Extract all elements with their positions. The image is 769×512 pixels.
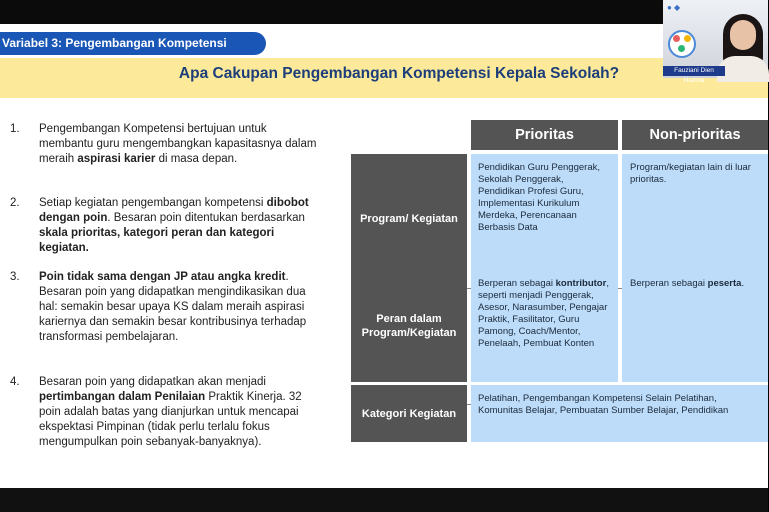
- cell-program-prioritas: [471, 154, 618, 284]
- text-run: Pengembangan Kompetensi bertujuan untuk membantu guru mengembangkan kapasitasnya dalam meraih: [39, 123, 317, 165]
- participant-video[interactable]: [663, 0, 768, 84]
- row-label-program: Program/ Kegiatan: [351, 154, 467, 284]
- list-number: 1.: [10, 123, 20, 135]
- bold-text: pertimbangan dalam Penilaian: [39, 391, 206, 403]
- cell-peran-prioritas: [471, 270, 618, 382]
- bold-text: peserta: [707, 278, 742, 289]
- person-face: [730, 20, 756, 50]
- text-run: .: [741, 278, 745, 289]
- text-run: Pendidikan Guru Penggerak, Sekolah Penggerak, Pendidikan Profesi Guru, Implementasi Kurikulum Merdeka, Perencanaan Berbasis Data: [478, 162, 600, 233]
- top-bar: [0, 0, 768, 24]
- list-item: [10, 375, 320, 450]
- text-run: di masa depan.: [155, 153, 238, 165]
- text-run: Praktik Kinerja. 32 poin adalah batas yang dianjurkan untuk mencapai ekspektasi Pimpinan (tidak perlu terlalu fokus mengumpulkan poin sebanyak-banyaknya).: [39, 391, 302, 448]
- text-run: Pelatihan, Pengembangan Kompetensi Selain Pelatihan, Komunitas Belajar, Pembuatan Sumber Belajar, Pendidikan: [478, 393, 729, 416]
- text-run: Berperan sebagai: [478, 278, 556, 289]
- list-item: [10, 196, 320, 256]
- text-run: , seperti menjadi Penggerak, Asesor, Narasumber, Pengajar Praktik, Fasilitator, Guru Pamong, Coach/Mentor, Penelaah, Pembuat Konten: [478, 278, 609, 349]
- list-text: [39, 196, 320, 256]
- list-text: [39, 270, 320, 345]
- list-item: [10, 122, 320, 167]
- list-number: 4.: [10, 376, 20, 388]
- text-run: . Besaran poin ditentukan berdasarkan: [107, 212, 305, 224]
- text-run: . Besaran poin yang didapatkan mengindikasikan dua hal: semakin besar upaya KS dalam meraih aspirasi kariernya dan semakin besar kontribusinya terhadap transformasi pembelajaran.: [39, 271, 307, 343]
- list-text: [39, 375, 320, 450]
- bold-text: aspirasi karier: [77, 153, 156, 165]
- community-logo-icon: [668, 30, 696, 58]
- list-text: [39, 122, 320, 167]
- presentation-slide: [0, 24, 768, 488]
- row-label-peran: Peran dalam Program/Kegiatan: [351, 270, 467, 382]
- cell-kategori: [471, 385, 768, 442]
- text-run: Setiap kegiatan pengembangan kompetensi: [39, 197, 267, 209]
- section-tag: Variabel 3: Pengembangan Kompetensi: [0, 32, 266, 55]
- text-run: Berperan sebagai: [630, 278, 708, 289]
- text-run: Besaran poin yang didapatkan akan menjadi: [39, 376, 266, 388]
- bold-text: Poin tidak sama dengan JP atau angka kredit: [39, 271, 286, 283]
- row-label-kategori: Kategori Kegiatan: [351, 385, 467, 442]
- bold-text: skala prioritas, kategori peran dan kategori kegiatan.: [39, 227, 275, 254]
- cell-peran-non-prioritas: [622, 270, 768, 382]
- list-item: [10, 270, 320, 345]
- participant-name: Fauziani Dien Nazma: [663, 66, 725, 76]
- mini-logo-icons: ● ◆: [667, 3, 681, 12]
- bold-text: kontributor: [555, 278, 607, 289]
- header-prioritas: Prioritas: [471, 120, 618, 150]
- bottom-bar: [0, 488, 768, 512]
- cell-program-non-prioritas: [622, 154, 768, 284]
- text-run: Program/kegiatan lain di luar prioritas.: [630, 162, 751, 185]
- list-number: 2.: [10, 197, 20, 209]
- list-number: 3.: [10, 271, 20, 283]
- bold-text: dibobot dengan poin: [39, 197, 309, 224]
- header-non-prioritas: Non-prioritas: [622, 120, 768, 150]
- slide-title: Apa Cakupan Pengembangan Kompetensi Kepala Sekolah?: [178, 65, 620, 82]
